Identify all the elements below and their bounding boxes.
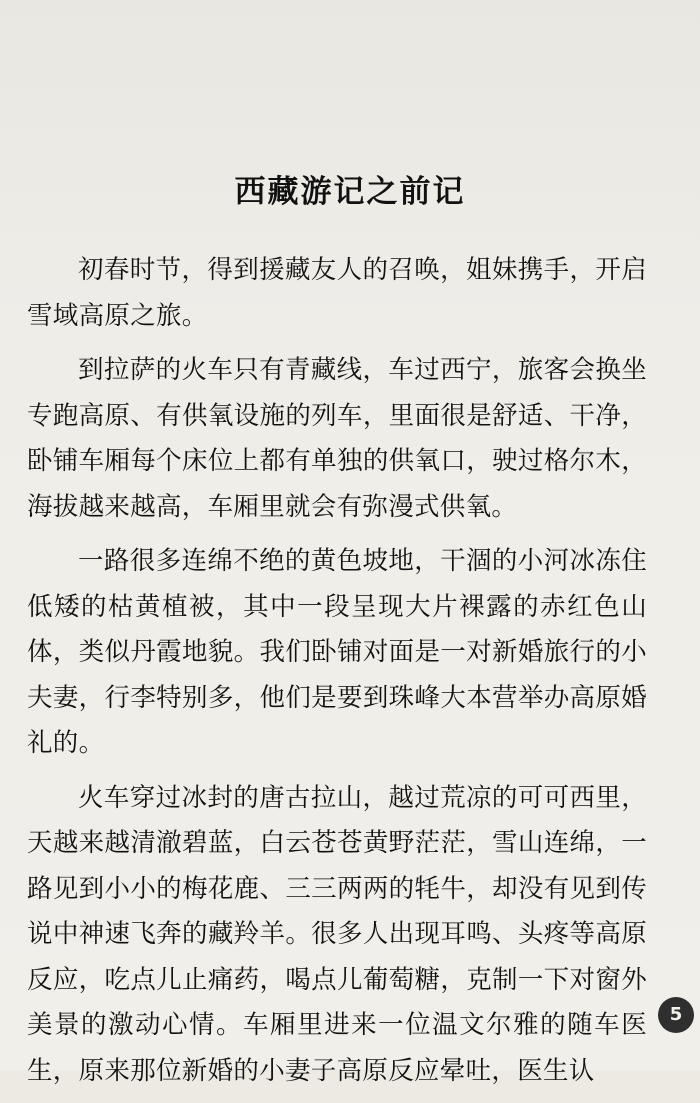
- page-number-badge: 5: [658, 997, 694, 1033]
- paragraph-3: 一路很多连绵不绝的黄色坡地，干涸的小河冰冻住低矮的枯黄植被，其中一段呈现大片裸露的赤红色山体，类似丹霞地貌。我们卧铺对面是一对新婚旅行的小夫妻，行李特别多，他们是要到珠峰大本营举办高原婚礼的。: [27, 546, 647, 758]
- paragraph-1: 初春时节，得到援藏友人的召唤，姐妹携手，开启雪域高原之旅。: [27, 255, 647, 331]
- paragraph-4: 火车穿过冰封的唐古拉山，越过荒凉的可可西里，天越来越清澈碧蓝，白云苍苍黄野茫茫，雪山连绵，一路见到小小的梅花鹿、三三两两的牦牛，却没有见到传说中神速飞奔的藏羚羊。很多人出现耳鸣、头疼等高原反应，吃点儿止痛药，喝点儿葡萄糖，克制一下对窗外美景的激动心情。车厢里进来一位温文尔雅的随车医生，原来那位新婚的小妻子高原反应晕吐，医生认: [27, 782, 647, 1086]
- paragraph-2: 到拉萨的火车只有青藏线，车过西宁，旅客会换坐专跑高原、有供氧设施的列车，里面很是舒适、干净，卧铺车厢每个床位上都有单独的供氧口，驶过格尔木，海拔越来越高，车厢里就会有弥漫式供氧。: [27, 355, 647, 522]
- chapter-title: 西藏游记之前记: [234, 174, 466, 210]
- body-text: [27, 248, 647, 1103]
